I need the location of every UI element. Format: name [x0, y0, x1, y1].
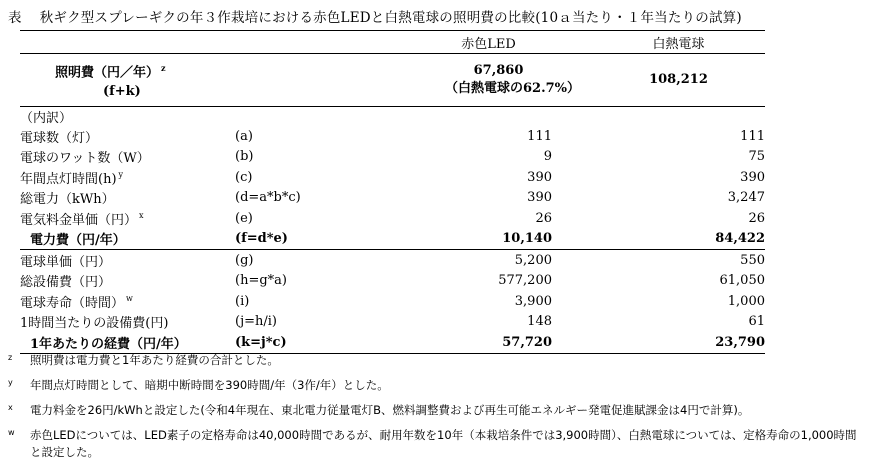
footnote — [8, 427, 868, 461]
row-incandescent-value: 3,247 — [727, 190, 765, 206]
footnote-mark: z — [8, 353, 13, 362]
row-led-value: 9 — [543, 149, 552, 165]
row-item: 総電力（kWh） — [20, 192, 115, 208]
row-formula: (i) — [235, 293, 250, 309]
table-row — [20, 208, 765, 229]
table-row — [20, 291, 765, 312]
row-incandescent-value: 550 — [740, 252, 765, 268]
row-formula: (k=j*c) — [235, 332, 355, 353]
table-row — [20, 188, 765, 209]
row-incandescent-value: 26 — [748, 210, 765, 226]
table-caption — [8, 6, 742, 26]
header-empty — [20, 31, 235, 54]
footnote — [8, 402, 868, 419]
row-item: 電気料金単価（円） $^x$ — [20, 211, 144, 228]
footnote-text: 電力料金を26円/kWhと設定した(令和4年現在、東北電力従量電灯B、燃料調整費および再生可能エネルギー発電促進賦課金は4円で計算)。 — [30, 403, 750, 417]
note-mark: x — [139, 211, 144, 221]
footnote-mark: w — [8, 428, 15, 437]
lighting-cost-label — [20, 54, 355, 107]
row-led-value: 26 — [535, 210, 552, 226]
footnote-text: 年間点灯時間として、暗期中断時間を390時間/年（3作/年）とした。 — [30, 378, 389, 392]
lighting-cost-led-note: （白熱電球の62.7%） — [445, 81, 581, 96]
note-mark: w — [126, 294, 133, 304]
header-row — [20, 31, 765, 54]
row-incandescent-value: 111 — [740, 128, 765, 144]
row-item: 1年あたりの経費（円/年） — [20, 332, 235, 353]
breakdown-rows — [20, 126, 765, 353]
caption-label: 表 — [8, 10, 22, 26]
table-row — [20, 312, 765, 333]
table-row — [20, 332, 765, 353]
breakdown-row — [20, 107, 765, 127]
footnote — [8, 377, 868, 394]
row-item: 電球のワット数（W） — [20, 151, 150, 167]
row-formula: (f=d*e) — [235, 229, 355, 250]
row-formula: (j=h/i) — [235, 314, 277, 330]
lighting-cost-row — [20, 54, 765, 107]
row-formula: (d=a*b*c) — [235, 190, 301, 206]
header-incandescent: 白熱電球 — [552, 31, 765, 54]
lighting-cost-name: 照明費（円／年） — [55, 65, 160, 81]
row-led-value: 5,200 — [514, 252, 552, 268]
footnote-text: 赤色LEDについては、LED素子の定格寿命は40,000時間であるが、耐用年数を10年（本栽培条件では3,900時間）、白熱電球については、定格寿命の1,000時間と設定した。 — [30, 428, 857, 459]
header-led: 赤色LED — [355, 31, 552, 54]
footnote-mark: x — [8, 403, 13, 412]
table-row — [20, 271, 765, 292]
caption-text: 秋ギク型スプレーギクの年３作栽培における赤色LEDと白熱電球の照明費の比較(10ａ当たり・１年当たりの試算) — [39, 10, 742, 26]
row-led-value: 3,900 — [514, 293, 552, 309]
footnote-mark: y — [8, 378, 13, 387]
row-item: 電力費（円/年） — [20, 229, 235, 250]
lighting-cost-led — [355, 54, 581, 107]
comparison-table — [20, 30, 765, 354]
row-formula: (h=g*a) — [235, 273, 287, 289]
row-incandescent-value: 61,050 — [719, 273, 765, 289]
row-led-value: 111 — [527, 128, 552, 144]
lighting-cost-formula: (f+k) — [103, 83, 141, 99]
note-mark: z — [161, 63, 166, 74]
table-row — [20, 147, 765, 168]
row-incandescent-value: 75 — [748, 149, 765, 165]
row-formula: (b) — [235, 149, 254, 165]
lighting-cost-incandescent: 108,212 — [649, 72, 708, 87]
table-row — [20, 250, 765, 271]
row-item: 年間点灯時間(h) $^y$ — [20, 170, 124, 187]
row-formula: (e) — [235, 210, 253, 226]
row-led-value: 390 — [527, 190, 552, 206]
breakdown-label: （内訳） — [20, 107, 765, 127]
row-led-value: 57,720 — [355, 332, 552, 353]
row-led-value: 390 — [527, 169, 552, 185]
footnotes — [8, 352, 868, 469]
footnote-text: 照明費は電力費と1年あたり経費の合計とした。 — [30, 353, 279, 367]
table-row — [20, 126, 765, 147]
row-item: 1時間当たりの設備費(円) — [20, 316, 169, 332]
row-item: 電球寿命（時間） $^w$ — [20, 294, 133, 311]
row-item: 電球単価（円） — [20, 254, 112, 270]
header-empty — [235, 31, 355, 54]
note-mark: y — [118, 170, 124, 180]
row-incandescent-value: 1,000 — [727, 293, 765, 309]
table-row — [20, 229, 765, 250]
lighting-cost-led-value: 67,860 — [473, 63, 524, 78]
row-formula: (c) — [235, 169, 253, 185]
row-led-value: 148 — [527, 314, 552, 330]
row-item: 総設備費（円） — [20, 275, 112, 291]
row-led-value: 577,200 — [498, 273, 552, 289]
row-led-value: 10,140 — [355, 229, 552, 250]
row-formula: (a) — [235, 128, 253, 144]
row-incandescent-value: 61 — [748, 314, 765, 330]
row-item: 電球数（灯） — [20, 130, 99, 146]
row-incandescent-value: 390 — [740, 169, 765, 185]
row-incandescent-value: 23,790 — [552, 332, 765, 353]
row-formula: (g) — [235, 252, 254, 268]
footnote — [8, 352, 868, 369]
table-row — [20, 167, 765, 188]
row-incandescent-value: 84,422 — [552, 229, 765, 250]
